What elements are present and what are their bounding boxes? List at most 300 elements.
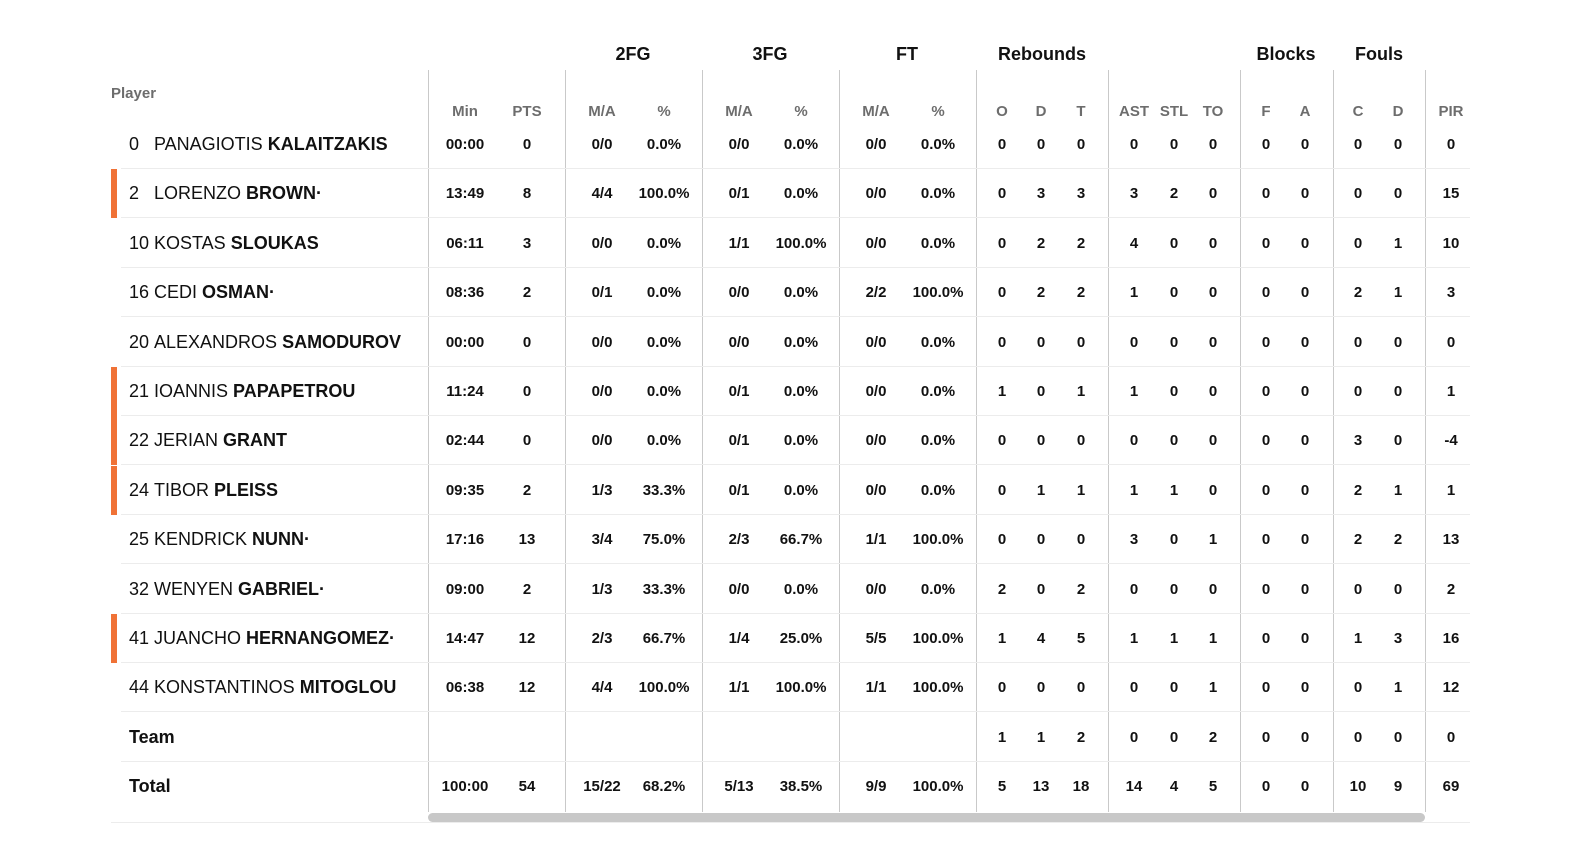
player-last-name: SAMODUROV	[282, 331, 402, 352]
stat-m-a: 0/0	[865, 136, 887, 153]
player-first-name: IOANNIS	[154, 381, 229, 401]
stat-pct: 0.0%	[783, 383, 819, 400]
stat-f: 0	[1261, 383, 1271, 400]
stat-a: 0	[1300, 432, 1310, 450]
stat-pct: 100.0%	[912, 284, 964, 302]
stat-pct: 0.0%	[783, 580, 819, 598]
stat-o: 1	[997, 383, 1007, 400]
stat-pct: 100.0%	[775, 679, 827, 697]
stat-d: 1	[1393, 679, 1403, 697]
stat-m-a: 0/0	[728, 136, 750, 153]
player-number: 25	[129, 529, 150, 550]
stat-stl: 0	[1169, 728, 1179, 746]
player-name[interactable]	[129, 268, 275, 317]
stat-pts	[487, 713, 567, 762]
stat-m-a: 3/4	[591, 531, 613, 549]
player-name[interactable]	[129, 416, 287, 465]
stat-d: 2	[1036, 234, 1046, 252]
player-row[interactable]	[111, 367, 1470, 416]
stat-c: 10	[1349, 778, 1367, 796]
stat-m-a: 2/2	[865, 284, 887, 302]
stat-d: 0	[1393, 580, 1403, 598]
stat-d: 0	[1036, 136, 1046, 153]
stat-pct: 100.0%	[638, 679, 690, 697]
stat-m-a: 0/0	[865, 481, 887, 499]
player-number: 2	[129, 183, 140, 204]
player-row[interactable]	[111, 120, 1470, 169]
stat-c: 0	[1353, 580, 1363, 598]
on-court-mark: ·	[304, 529, 311, 550]
stat-m-a: 0/0	[728, 333, 750, 351]
stat-m-a: 0/0	[865, 185, 887, 203]
stat-a: 0	[1300, 136, 1310, 153]
player-last-name: OSMAN	[202, 282, 270, 303]
stat-m-a: 0/0	[591, 383, 613, 400]
column-header-c[interactable]: C	[1352, 103, 1364, 120]
stat-o: 0	[997, 185, 1007, 203]
column-header-to[interactable]: TO	[1202, 103, 1224, 120]
stat-m-a: 0/1	[728, 432, 750, 450]
stat-pts: 12	[518, 630, 536, 647]
stat-to: 0	[1208, 432, 1218, 450]
stat-min: 06:11	[446, 234, 484, 252]
stat-pct: 33.3%	[642, 481, 686, 499]
player-row[interactable]	[111, 416, 1470, 465]
stat-pct: 0.0%	[646, 333, 682, 351]
stat-to: 1	[1208, 531, 1218, 549]
stat-d: 3	[1036, 185, 1046, 203]
player-last-name: PAPAPETROU	[233, 381, 356, 401]
on-court-mark: ·	[389, 628, 396, 648]
stat-pct: 0.0%	[920, 383, 956, 400]
stat-t: 0	[1076, 531, 1086, 549]
player-number: 20	[129, 331, 150, 352]
stat-pts: 2	[522, 284, 532, 302]
column-header-t[interactable]: T	[1076, 103, 1086, 120]
stat-min: 09:00	[445, 580, 485, 598]
stat-ast: 1	[1129, 630, 1139, 647]
group-header-rebounds: Rebounds	[998, 44, 1086, 64]
stat-o: 0	[997, 333, 1007, 351]
stat-t: 5	[1076, 630, 1086, 647]
stat-pir: 0	[1446, 333, 1456, 351]
stat-pct: 0.0%	[920, 481, 956, 499]
stat-d: 0	[1036, 679, 1046, 697]
stat-o: 0	[997, 284, 1007, 302]
player-number: 0	[129, 134, 140, 154]
stat-f: 0	[1261, 728, 1271, 746]
stat-pir: -4	[1444, 432, 1458, 450]
stat-m-a: 0/0	[865, 580, 887, 598]
stat-t: 2	[1076, 234, 1086, 252]
stat-f: 0	[1261, 679, 1271, 697]
stat-pct: 25.0%	[779, 630, 823, 647]
stat-pir: 0	[1446, 728, 1456, 746]
stat-f: 0	[1261, 630, 1271, 647]
stat-pct: 66.7%	[642, 630, 686, 647]
player-row[interactable]	[111, 663, 1470, 712]
stat-o: 0	[997, 481, 1007, 499]
stat-d: 0	[1036, 432, 1046, 450]
stat-pct: 0.0%	[783, 432, 819, 450]
player-last-name: GRANT	[223, 430, 288, 451]
stat-m-a: 4/4	[591, 185, 613, 203]
stat-pct: 0.0%	[646, 136, 682, 153]
player-row[interactable]	[111, 515, 1470, 564]
stat-pir: 3	[1446, 284, 1456, 302]
player-first-name: KENDRICK	[154, 529, 248, 550]
stat-d: 0	[1393, 432, 1403, 450]
stat-o: 0	[997, 432, 1007, 450]
player-row[interactable]	[111, 614, 1470, 663]
player-first-name: WENYEN	[154, 578, 234, 599]
stat-d: 9	[1393, 778, 1403, 796]
column-header-pts[interactable]: PTS	[512, 103, 542, 120]
stat-ast: 0	[1129, 580, 1139, 598]
stat-ast: 1	[1129, 383, 1139, 400]
stat-pts: 54	[518, 778, 536, 796]
stat-stl: 0	[1169, 234, 1179, 252]
stat-t: 2	[1076, 728, 1086, 746]
stat-pct: 0.0%	[920, 333, 956, 351]
stat-stl: 0	[1169, 333, 1179, 351]
stat-d: 1	[1393, 234, 1403, 252]
stat-m-a: 0/0	[728, 284, 750, 302]
column-header-d[interactable]: D	[1392, 103, 1404, 120]
stat-m-a: 0/0	[865, 234, 887, 252]
stat-f: 0	[1261, 284, 1271, 302]
column-header-min[interactable]: Min	[452, 103, 478, 120]
stat-to: 0	[1208, 284, 1218, 302]
horizontal-scrollbar[interactable]	[428, 813, 1425, 822]
column-header-a[interactable]: A	[1299, 103, 1311, 120]
player-last-name: BROWN	[246, 183, 317, 204]
player-first-name: JERIAN	[154, 430, 219, 451]
stat-d: 1	[1036, 481, 1046, 499]
player-number: 16	[129, 282, 150, 303]
column-header-f[interactable]: F	[1261, 103, 1271, 120]
stat-stl: 4	[1169, 778, 1179, 796]
column-header-d[interactable]: D	[1035, 103, 1047, 120]
stat-stl: 0	[1169, 679, 1179, 697]
stat-m-a: 0/0	[591, 234, 613, 252]
stat-m-a: 0/0	[591, 333, 613, 351]
column-header-m-a[interactable]: M/A	[725, 103, 753, 120]
column-header-m-a[interactable]: M/A	[862, 103, 890, 120]
stat-f: 0	[1261, 333, 1271, 351]
stat-pct: 100.0%	[912, 778, 964, 796]
stat-c: 0	[1353, 728, 1363, 746]
column-header-m-a[interactable]: M/A	[588, 103, 616, 120]
stat-pct: 68.2%	[642, 778, 686, 796]
stat-to: 0	[1208, 481, 1218, 499]
column-header-pct[interactable]: %	[794, 103, 808, 120]
stat-stl: 1	[1169, 630, 1179, 647]
stat-t: 1	[1076, 481, 1086, 499]
stat-stl: 0	[1169, 531, 1179, 549]
stat-d: 0	[1393, 383, 1403, 400]
stat-pct: 0.0%	[646, 284, 682, 302]
group-header-3fg: 3FG	[752, 44, 788, 64]
stat-m-a: 1/1	[728, 234, 750, 252]
stat-t: 1	[1076, 383, 1086, 400]
stat-pct: 0.0%	[920, 185, 956, 203]
stat-to: 0	[1208, 136, 1218, 153]
player-name[interactable]	[129, 169, 322, 218]
stat-a: 0	[1300, 778, 1310, 796]
stat-m-a: 2/3	[728, 531, 750, 549]
stat-pts: 0	[522, 383, 532, 400]
column-header-pir[interactable]: PIR	[1438, 103, 1464, 120]
player-number: 24	[129, 479, 150, 500]
stat-c: 0	[1353, 333, 1363, 351]
stat-d: 0	[1036, 580, 1046, 598]
player-name[interactable]	[129, 219, 319, 268]
player-number: 21	[129, 381, 150, 401]
stat-a: 0	[1300, 234, 1310, 252]
stat-pts: 0	[522, 333, 532, 351]
stat-pir: 13	[1442, 531, 1460, 549]
starter-indicator	[111, 466, 117, 515]
player-first-name: PANAGIOTIS	[154, 134, 263, 154]
stat-ast: 0	[1129, 333, 1139, 351]
player-last-name: PLEISS	[214, 479, 279, 500]
player-name[interactable]	[129, 565, 325, 614]
column-header-ast[interactable]: AST	[1119, 103, 1149, 120]
stat-min: 00:00	[445, 136, 485, 153]
stat-t: 0	[1076, 333, 1086, 351]
stat-pir: 0	[1446, 136, 1456, 153]
stat-pts: 3	[522, 234, 532, 252]
stat-min: 100:00	[441, 778, 489, 796]
stat-pct: 0.0%	[920, 234, 956, 252]
player-name[interactable]	[129, 515, 310, 564]
stat-pct: 0.0%	[783, 481, 819, 499]
stat-to: 1	[1208, 679, 1218, 697]
player-last-name: GABRIEL	[238, 578, 320, 599]
stat-stl: 1	[1169, 481, 1179, 499]
player-number: 41	[129, 628, 150, 648]
stat-m-a: 0/1	[728, 185, 750, 203]
stat-to: 5	[1208, 778, 1218, 796]
stat-m-a: 0/0	[591, 136, 613, 153]
column-header-pct[interactable]: %	[657, 103, 671, 120]
stat-ast: 0	[1129, 136, 1139, 153]
stat-m-a: 15/22	[583, 778, 621, 796]
stat-m-a: 5/13	[724, 778, 754, 796]
stat-to: 1	[1208, 630, 1218, 647]
stat-a: 0	[1300, 185, 1310, 203]
stat-min: 14:47	[445, 630, 485, 647]
stat-to: 0	[1208, 185, 1218, 203]
stat-a: 0	[1300, 679, 1310, 697]
stat-d: 1	[1036, 728, 1046, 746]
stat-c: 0	[1353, 679, 1363, 697]
player-name[interactable]	[129, 466, 278, 515]
stat-m-a: 0/0	[865, 432, 887, 450]
column-header-stl[interactable]: STL	[1159, 103, 1189, 120]
player-first-name: LORENZO	[154, 183, 242, 204]
stat-m-a: 1/3	[591, 481, 613, 499]
stat-m-a: 1/1	[865, 531, 887, 549]
player-number: 22	[129, 430, 150, 451]
stat-pct: 100.0%	[912, 531, 964, 549]
stat-ast: 0	[1129, 432, 1139, 450]
player-row[interactable]	[111, 169, 1470, 218]
stat-m-a: 0/1	[591, 284, 613, 302]
stat-stl: 0	[1169, 580, 1179, 598]
stat-pts: 13	[518, 531, 536, 549]
stat-stl: 0	[1169, 432, 1179, 450]
stat-pct: 0.0%	[646, 432, 682, 450]
stat-m-a: 9/9	[865, 778, 887, 796]
stat-pct: 66.7%	[779, 531, 823, 549]
stat-ast: 3	[1129, 185, 1139, 203]
stat-to: 2	[1208, 728, 1218, 746]
stat-d: 1	[1393, 284, 1403, 302]
stat-pct: 33.3%	[642, 580, 686, 598]
starter-indicator	[111, 614, 117, 663]
stat-ast: 3	[1129, 531, 1139, 549]
player-first-name: ALEXANDROS	[154, 331, 278, 352]
stat-c: 1	[1353, 630, 1363, 647]
stat-m-a: 0/0	[865, 383, 887, 400]
stat-m-a: 2/3	[591, 630, 613, 647]
player-name[interactable]	[129, 614, 395, 663]
stat-d: 0	[1393, 333, 1403, 351]
stat-ast: 1	[1129, 284, 1139, 302]
stat-d: 0	[1393, 185, 1403, 203]
stat-t: 0	[1076, 432, 1086, 450]
stat-pts: 12	[518, 679, 536, 697]
stat-m-a: 1/4	[728, 630, 750, 647]
stat-pct: 0.0%	[783, 284, 819, 302]
stat-o: 0	[997, 531, 1007, 549]
stat-a: 0	[1300, 630, 1310, 647]
stat-to: 0	[1208, 333, 1218, 351]
stat-pct: 0.0%	[920, 136, 956, 153]
stat-ast: 0	[1129, 728, 1139, 746]
table-bottom-border	[111, 822, 1470, 823]
stat-ast: 14	[1125, 778, 1143, 796]
total-row-label: Total	[129, 776, 171, 797]
stat-pir: 12	[1442, 679, 1460, 697]
player-row[interactable]	[111, 219, 1470, 268]
stat-pct	[624, 713, 704, 762]
stat-pct: 0.0%	[783, 136, 819, 153]
stat-min: 02:44	[445, 432, 485, 450]
stat-d: 4	[1036, 630, 1046, 647]
stat-pct: 0.0%	[646, 234, 682, 252]
group-header-2fg: 2FG	[615, 44, 651, 64]
player-name[interactable]	[129, 367, 355, 416]
player-row[interactable]	[111, 268, 1470, 317]
player-first-name: TIBOR	[154, 479, 210, 500]
stat-f: 0	[1261, 580, 1271, 598]
stat-o: 0	[997, 679, 1007, 697]
column-header-pct[interactable]: %	[931, 103, 945, 120]
stat-stl: 0	[1169, 383, 1179, 400]
stat-pts: 0	[522, 136, 532, 153]
stat-t: 0	[1076, 136, 1086, 153]
starter-indicator	[111, 416, 117, 465]
stat-d: 2	[1036, 284, 1046, 302]
stat-m-a: 1/1	[728, 679, 750, 697]
stat-f: 0	[1261, 136, 1271, 153]
player-first-name: KOSTAS	[154, 232, 226, 253]
group-header-blocks: Blocks	[1256, 44, 1316, 64]
player-name[interactable]	[129, 120, 388, 169]
stat-pir: 69	[1442, 778, 1460, 796]
player-number: 32	[129, 578, 150, 599]
stat-c: 0	[1353, 383, 1363, 400]
stat-stl: 0	[1169, 136, 1179, 153]
stat-m-a: 0/0	[865, 333, 887, 351]
stat-pir: 2	[1446, 580, 1456, 598]
stat-min: 00:00	[445, 333, 485, 351]
stat-t: 2	[1076, 284, 1086, 302]
stat-m-a: 0/1	[728, 383, 750, 400]
player-name[interactable]	[129, 318, 401, 367]
stat-pct: 75.0%	[642, 531, 686, 549]
stat-d: 3	[1393, 630, 1403, 647]
stat-o: 0	[997, 234, 1007, 252]
stat-ast: 1	[1129, 481, 1139, 499]
player-row[interactable]	[111, 466, 1470, 515]
stat-o: 1	[997, 728, 1007, 746]
stat-to: 0	[1208, 580, 1218, 598]
group-header-ft: FT	[896, 44, 918, 64]
stat-min: 17:16	[445, 531, 485, 549]
stat-a: 0	[1300, 728, 1310, 746]
player-name[interactable]	[129, 663, 396, 712]
stat-ast: 0	[1129, 679, 1139, 697]
stat-f: 0	[1261, 185, 1271, 203]
stat-d: 0	[1036, 333, 1046, 351]
stat-pct: 0.0%	[783, 333, 819, 351]
stat-pct: 0.0%	[646, 383, 682, 400]
stat-pir: 1	[1446, 481, 1456, 499]
on-court-mark: ·	[269, 282, 276, 303]
stat-pct: 100.0%	[638, 185, 690, 203]
stat-f: 0	[1261, 234, 1271, 252]
stat-pct: 0.0%	[920, 580, 956, 598]
stat-m-a: 0/0	[591, 432, 613, 450]
stat-o: 5	[997, 778, 1007, 796]
stat-t: 3	[1076, 185, 1086, 203]
stat-pct: 100.0%	[912, 630, 964, 647]
stat-m-a: 1/3	[591, 580, 613, 598]
stat-d: 1	[1393, 481, 1403, 499]
starter-indicator	[111, 367, 117, 416]
stat-pct: 100.0%	[912, 679, 964, 697]
stat-pir: 1	[1446, 383, 1456, 400]
stat-a: 0	[1300, 531, 1310, 549]
stat-pir: 15	[1442, 185, 1460, 203]
player-number: 10	[129, 232, 150, 253]
stat-o: 0	[997, 136, 1007, 153]
player-row[interactable]	[111, 565, 1470, 614]
stat-c: 3	[1353, 432, 1363, 450]
player-row[interactable]	[111, 318, 1470, 367]
stat-f: 0	[1261, 481, 1271, 499]
total-row	[111, 762, 1470, 811]
stat-m-a: 0/1	[728, 481, 750, 499]
stat-c: 0	[1353, 234, 1363, 252]
starter-indicator	[111, 169, 117, 218]
stat-t: 18	[1072, 778, 1090, 796]
column-header-o[interactable]: O	[996, 103, 1008, 120]
